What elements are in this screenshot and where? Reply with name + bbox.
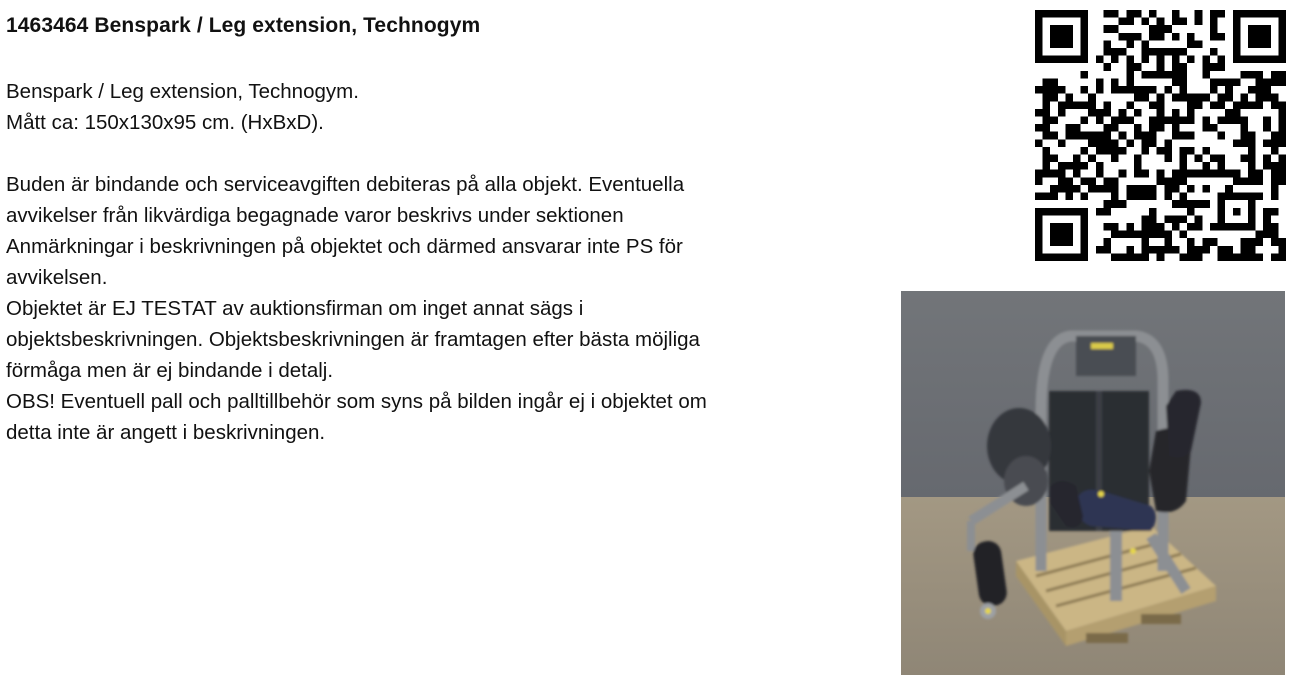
terms-line: detta inte är angett i beskrivningen. xyxy=(6,421,326,444)
product-photo[interactable] xyxy=(901,291,1285,675)
terms-line: Buden är bindande och serviceavgiften debiteras på alla objekt. Eventuella xyxy=(6,173,685,196)
qr-code-icon[interactable] xyxy=(1035,10,1286,261)
summary-line: Benspark / Leg extension, Technogym. xyxy=(6,80,359,103)
terms-line: objektsbeskrivningen. Objektsbeskrivningen är framtagen efter bästa möjliga xyxy=(6,328,700,351)
terms-line: avvikelser från likvärdiga begagnade varor beskrivs under sektionen xyxy=(6,204,624,227)
listing-title: 1463464 Benspark / Leg extension, Technogym xyxy=(6,14,481,37)
terms-line: Objektet är EJ TESTAT av auktionsfirman om inget annat sägs i xyxy=(6,297,584,320)
listing-description xyxy=(6,76,886,448)
summary-line: Mått ca: 150x130x95 cm. (HxBxD). xyxy=(6,111,324,134)
spacer xyxy=(6,138,886,169)
terms-line: Anmärkningar i beskrivningen på objektet och därmed ansvarar inte PS för xyxy=(6,235,683,258)
terms-line: avvikelsen. xyxy=(6,266,108,289)
terms-line: OBS! Eventuell pall och palltillbehör som syns på bilden ingår ej i objektet om xyxy=(6,390,707,413)
terms-line: förmåga men är ej bindande i detalj. xyxy=(6,359,334,382)
